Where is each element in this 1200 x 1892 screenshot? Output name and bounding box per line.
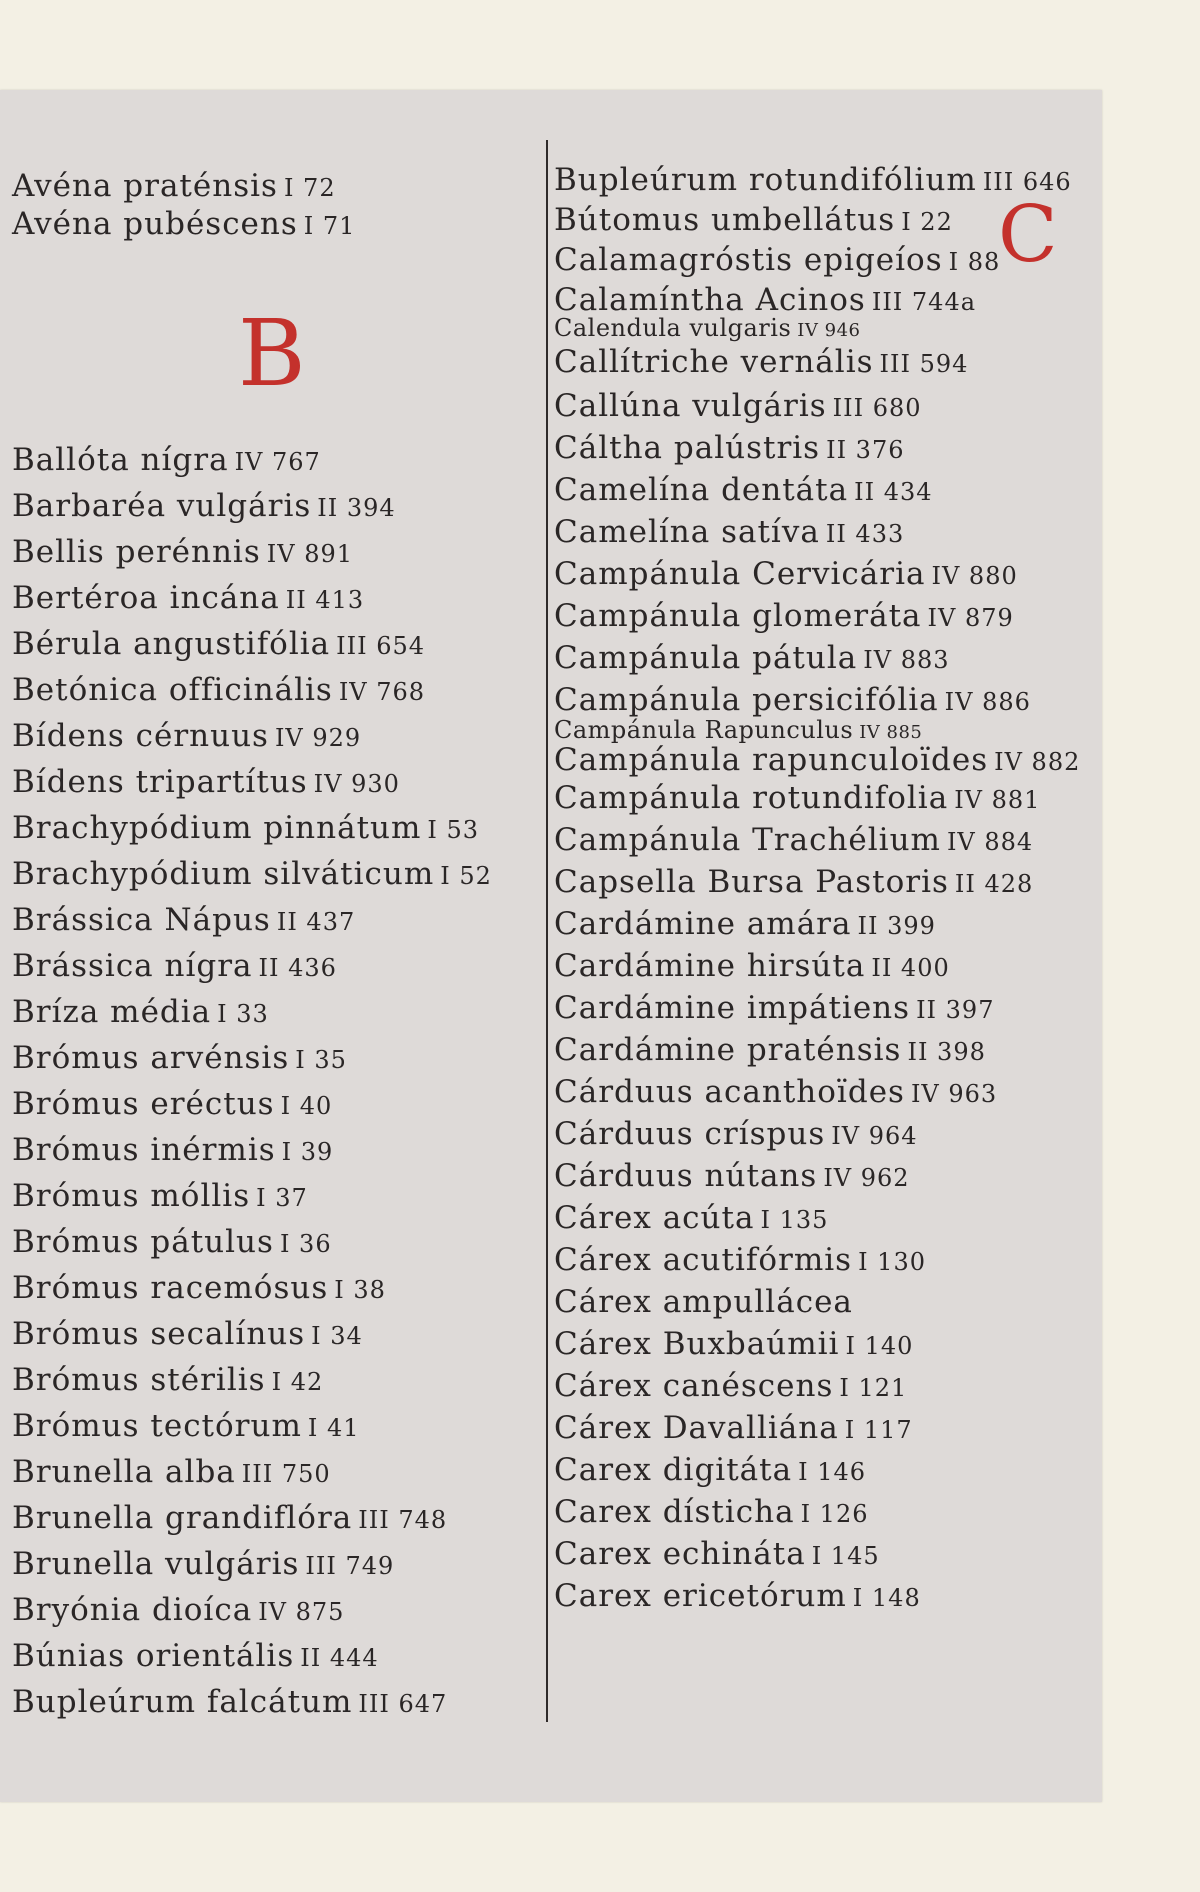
volume-reference: III 654 bbox=[336, 632, 426, 660]
volume-reference: I 33 bbox=[217, 1000, 269, 1028]
volume-reference: IV 884 bbox=[946, 828, 1034, 856]
volume-reference: II 394 bbox=[317, 494, 396, 522]
species-name: Cárex Davalliána bbox=[554, 1410, 839, 1446]
species-name: Bryónia dioíca bbox=[12, 1592, 253, 1628]
column-divider bbox=[546, 140, 548, 1722]
species-name: Brómus racemósus bbox=[12, 1270, 329, 1306]
index-entry bbox=[12, 672, 425, 708]
species-name: Bídens tripartítus bbox=[12, 764, 308, 800]
volume-reference: IV 879 bbox=[927, 604, 1014, 632]
volume-reference: I 35 bbox=[295, 1046, 347, 1074]
species-name: Carex digitáta bbox=[554, 1452, 793, 1488]
volume-reference: I 22 bbox=[901, 208, 953, 236]
species-name: Campánula Trachélium bbox=[554, 822, 941, 858]
volume-reference: II 436 bbox=[258, 954, 337, 982]
species-name: Camelína dentáta bbox=[554, 472, 849, 508]
index-entry bbox=[554, 1116, 918, 1152]
volume-reference: I 34 bbox=[311, 1322, 363, 1350]
index-entry bbox=[554, 742, 1080, 778]
index-entry bbox=[12, 442, 321, 478]
volume-reference: IV 882 bbox=[994, 748, 1081, 776]
volume-reference: IV 962 bbox=[823, 1164, 910, 1192]
species-name: Ballóta nígra bbox=[12, 442, 229, 478]
index-entry bbox=[12, 994, 269, 1030]
index-entry bbox=[12, 764, 400, 800]
species-name: Brómus inérmis bbox=[12, 1132, 276, 1168]
index-entry bbox=[12, 206, 355, 242]
volume-reference: II 413 bbox=[285, 586, 365, 614]
species-name: Campánula rapunculoïdes bbox=[554, 742, 989, 778]
species-name: Callítriche vernális bbox=[554, 344, 874, 380]
species-name: Bupleúrum falcátum bbox=[12, 1684, 353, 1720]
volume-reference: IV 946 bbox=[797, 320, 861, 341]
index-entry bbox=[554, 1578, 921, 1614]
species-name: Brássica Nápus bbox=[12, 902, 271, 938]
species-name: Brómus móllis bbox=[12, 1178, 251, 1214]
index-entry bbox=[554, 202, 953, 238]
species-name: Brunella alba bbox=[12, 1454, 236, 1490]
volume-reference: IV 963 bbox=[910, 1080, 998, 1108]
index-entry bbox=[12, 1362, 323, 1398]
volume-reference: I 117 bbox=[844, 1416, 913, 1444]
species-name: Bellis perénnis bbox=[12, 534, 261, 570]
species-name: Campánula Rapunculus bbox=[554, 716, 854, 744]
species-name: Bríza média bbox=[12, 994, 212, 1030]
volume-reference: I 37 bbox=[256, 1184, 308, 1212]
volume-reference: I 39 bbox=[281, 1138, 334, 1166]
index-entry bbox=[554, 822, 1033, 858]
index-entry bbox=[12, 856, 492, 892]
index-entry bbox=[554, 242, 1000, 278]
index-entry bbox=[12, 810, 479, 846]
species-name: Bérula angustifólia bbox=[12, 626, 331, 662]
volume-reference: I 146 bbox=[798, 1458, 867, 1486]
species-name: Campánula rotundifolia bbox=[554, 780, 949, 816]
volume-reference: III 646 bbox=[982, 168, 1072, 196]
volume-reference: IV 883 bbox=[863, 646, 950, 674]
index-entry bbox=[554, 1536, 880, 1572]
index-entry bbox=[12, 1132, 333, 1168]
index-entry bbox=[554, 640, 950, 676]
volume-reference: IV 929 bbox=[274, 724, 362, 752]
volume-reference: III 594 bbox=[879, 350, 969, 378]
species-name: Bútomus umbellátus bbox=[554, 202, 896, 238]
species-name: Cardámine impátiens bbox=[554, 990, 911, 1026]
species-name: Campánula pátula bbox=[554, 640, 858, 676]
volume-reference: IV 930 bbox=[313, 770, 400, 798]
species-name: Búnias orientális bbox=[12, 1638, 295, 1674]
volume-reference: II 397 bbox=[916, 996, 995, 1024]
index-entry bbox=[12, 948, 337, 984]
index-entry bbox=[554, 556, 1018, 592]
species-name: Brachypódium silváticum bbox=[12, 856, 435, 892]
index-entry bbox=[12, 1408, 360, 1444]
volume-reference: I 38 bbox=[334, 1276, 386, 1304]
index-entry bbox=[554, 1368, 907, 1404]
species-name: Carex dísticha bbox=[554, 1494, 795, 1530]
index-entry bbox=[554, 1158, 910, 1194]
volume-reference: IV 880 bbox=[931, 562, 1018, 590]
index-entry bbox=[554, 1452, 866, 1488]
species-name: Bupleúrum rotundifólium bbox=[554, 162, 977, 198]
volume-reference: I 53 bbox=[427, 816, 480, 844]
volume-reference: II 433 bbox=[825, 520, 905, 548]
species-name: Campánula Cervicária bbox=[554, 556, 926, 592]
volume-reference: IV 875 bbox=[258, 1598, 345, 1626]
volume-reference: IV 881 bbox=[954, 786, 1041, 814]
volume-reference: I 130 bbox=[858, 1248, 926, 1276]
species-name: Campánula persicifólia bbox=[554, 682, 939, 718]
species-name: Bertéroa incána bbox=[12, 580, 280, 616]
species-name: Cardámine hirsúta bbox=[554, 948, 866, 984]
species-name: Campánula glomeráta bbox=[554, 598, 922, 634]
index-entry bbox=[12, 488, 396, 524]
volume-reference: I 41 bbox=[307, 1414, 360, 1442]
volume-reference: II 437 bbox=[276, 908, 356, 936]
species-name: Calamagróstis epigeíos bbox=[554, 242, 943, 278]
species-name: Brómus tectórum bbox=[12, 1408, 302, 1444]
index-entry bbox=[554, 716, 922, 744]
species-name: Carex ericetórum bbox=[554, 1578, 847, 1614]
volume-reference: III 744a bbox=[871, 288, 977, 316]
volume-reference: I 126 bbox=[800, 1500, 869, 1528]
species-name: Bídens cérnuus bbox=[12, 718, 269, 754]
species-name: Cárex acúta bbox=[554, 1200, 755, 1236]
index-entry bbox=[554, 1410, 913, 1446]
species-name: Brássica nígra bbox=[12, 948, 253, 984]
index-entry bbox=[554, 430, 905, 466]
index-entry bbox=[12, 1454, 331, 1490]
species-name: Brómus stérilis bbox=[12, 1362, 266, 1398]
volume-reference: IV 768 bbox=[338, 678, 426, 706]
volume-reference: II 399 bbox=[857, 912, 936, 940]
index-entry bbox=[12, 1546, 394, 1582]
species-name: Cardámine amára bbox=[554, 906, 852, 942]
volume-reference: I 42 bbox=[271, 1368, 324, 1396]
index-page bbox=[0, 90, 1102, 1802]
volume-reference: I 36 bbox=[279, 1230, 332, 1258]
index-entry bbox=[12, 902, 355, 938]
species-name: Carex echináta bbox=[554, 1536, 806, 1572]
species-name: Cárduus nútans bbox=[554, 1158, 818, 1194]
species-name: Cárex ampullácea bbox=[554, 1284, 853, 1320]
volume-reference: II 400 bbox=[871, 954, 950, 982]
index-entry bbox=[554, 1242, 926, 1278]
index-entry bbox=[12, 626, 425, 662]
index-entry bbox=[554, 682, 1031, 718]
index-entry bbox=[554, 1200, 828, 1236]
index-entry bbox=[554, 472, 933, 508]
volume-reference: I 145 bbox=[811, 1542, 880, 1570]
volume-reference: III 750 bbox=[241, 1460, 331, 1488]
index-entry bbox=[554, 1032, 986, 1068]
index-entry bbox=[12, 1316, 363, 1352]
index-entry bbox=[12, 1684, 447, 1720]
volume-reference: IV 891 bbox=[266, 540, 353, 568]
index-entry bbox=[554, 1074, 997, 1110]
index-entry bbox=[12, 168, 336, 204]
volume-reference: I 71 bbox=[303, 212, 356, 240]
species-name: Capsella Bursa Pastoris bbox=[554, 864, 949, 900]
species-name: Cárex acutifórmis bbox=[554, 1242, 853, 1278]
volume-reference: II 434 bbox=[854, 478, 933, 506]
index-entry bbox=[12, 1270, 386, 1306]
volume-reference: IV 964 bbox=[831, 1122, 918, 1150]
species-name: Cardámine praténsis bbox=[554, 1032, 902, 1068]
index-entry bbox=[12, 1086, 332, 1122]
species-name: Avéna praténsis bbox=[12, 168, 278, 204]
index-entry bbox=[554, 344, 968, 380]
index-entry bbox=[554, 990, 994, 1026]
species-name: Calendula vulgaris bbox=[554, 314, 792, 342]
section-letter-b: B bbox=[238, 300, 306, 407]
index-entry bbox=[554, 780, 1040, 816]
species-name: Callúna vulgáris bbox=[554, 388, 827, 424]
species-name: Brómus eréctus bbox=[12, 1086, 275, 1122]
index-entry bbox=[12, 580, 364, 616]
species-name: Cáltha palústris bbox=[554, 430, 821, 466]
volume-reference: III 748 bbox=[358, 1506, 448, 1534]
species-name: Brómus arvénsis bbox=[12, 1040, 290, 1076]
volume-reference: II 398 bbox=[907, 1038, 986, 1066]
volume-reference: IV 885 bbox=[859, 722, 923, 743]
index-entry bbox=[12, 1224, 332, 1260]
volume-reference: II 428 bbox=[954, 870, 1034, 898]
volume-reference: I 72 bbox=[283, 174, 336, 202]
species-name: Barbaréa vulgáris bbox=[12, 488, 312, 524]
section-letter-c: C bbox=[998, 190, 1058, 280]
species-name: Betónica officinális bbox=[12, 672, 333, 708]
index-entry bbox=[554, 864, 1033, 900]
index-entry bbox=[554, 514, 904, 550]
index-entry bbox=[12, 1040, 347, 1076]
volume-reference: II 444 bbox=[300, 1644, 379, 1672]
volume-reference: I 140 bbox=[845, 1332, 914, 1360]
index-entry bbox=[554, 314, 860, 342]
volume-reference: I 148 bbox=[852, 1584, 921, 1612]
index-entry bbox=[554, 906, 936, 942]
species-name: Cárduus críspus bbox=[554, 1116, 826, 1152]
index-entry bbox=[12, 534, 353, 570]
index-entry bbox=[554, 598, 1014, 634]
volume-reference: III 647 bbox=[358, 1690, 448, 1718]
species-name: Avéna pubéscens bbox=[12, 206, 298, 242]
species-name: Camelína satíva bbox=[554, 514, 820, 550]
volume-reference: I 121 bbox=[839, 1374, 908, 1402]
volume-reference: I 52 bbox=[440, 862, 492, 890]
species-name: Brunella grandiflóra bbox=[12, 1500, 353, 1536]
volume-reference: II 376 bbox=[826, 436, 905, 464]
volume-reference: I 40 bbox=[280, 1092, 333, 1120]
species-name: Cárex canéscens bbox=[554, 1368, 834, 1404]
index-entry bbox=[554, 948, 950, 984]
index-entry bbox=[12, 1638, 379, 1674]
species-name: Cárduus acanthoïdes bbox=[554, 1074, 905, 1110]
species-name: Brómus secalínus bbox=[12, 1316, 306, 1352]
index-entry bbox=[554, 162, 1072, 198]
index-entry bbox=[554, 282, 976, 318]
index-entry bbox=[12, 1592, 344, 1628]
volume-reference: I 88 bbox=[948, 248, 1001, 276]
volume-reference: IV 767 bbox=[234, 448, 321, 476]
index-entry bbox=[554, 388, 922, 424]
volume-reference: I 135 bbox=[760, 1206, 829, 1234]
index-entry bbox=[554, 1284, 859, 1320]
species-name: Calamíntha Acinos bbox=[554, 282, 866, 318]
index-entry bbox=[554, 1326, 913, 1362]
species-name: Brómus pátulus bbox=[12, 1224, 274, 1260]
volume-reference: III 749 bbox=[305, 1552, 395, 1580]
index-entry bbox=[554, 1494, 868, 1530]
index-entry bbox=[12, 1500, 447, 1536]
species-name: Cárex Buxbaúmii bbox=[554, 1326, 840, 1362]
volume-reference: IV 886 bbox=[944, 688, 1031, 716]
index-entry bbox=[12, 718, 361, 754]
species-name: Brachypódium pinnátum bbox=[12, 810, 422, 846]
species-name: Brunella vulgáris bbox=[12, 1546, 300, 1582]
index-entry bbox=[12, 1178, 308, 1214]
volume-reference: III 680 bbox=[832, 394, 922, 422]
